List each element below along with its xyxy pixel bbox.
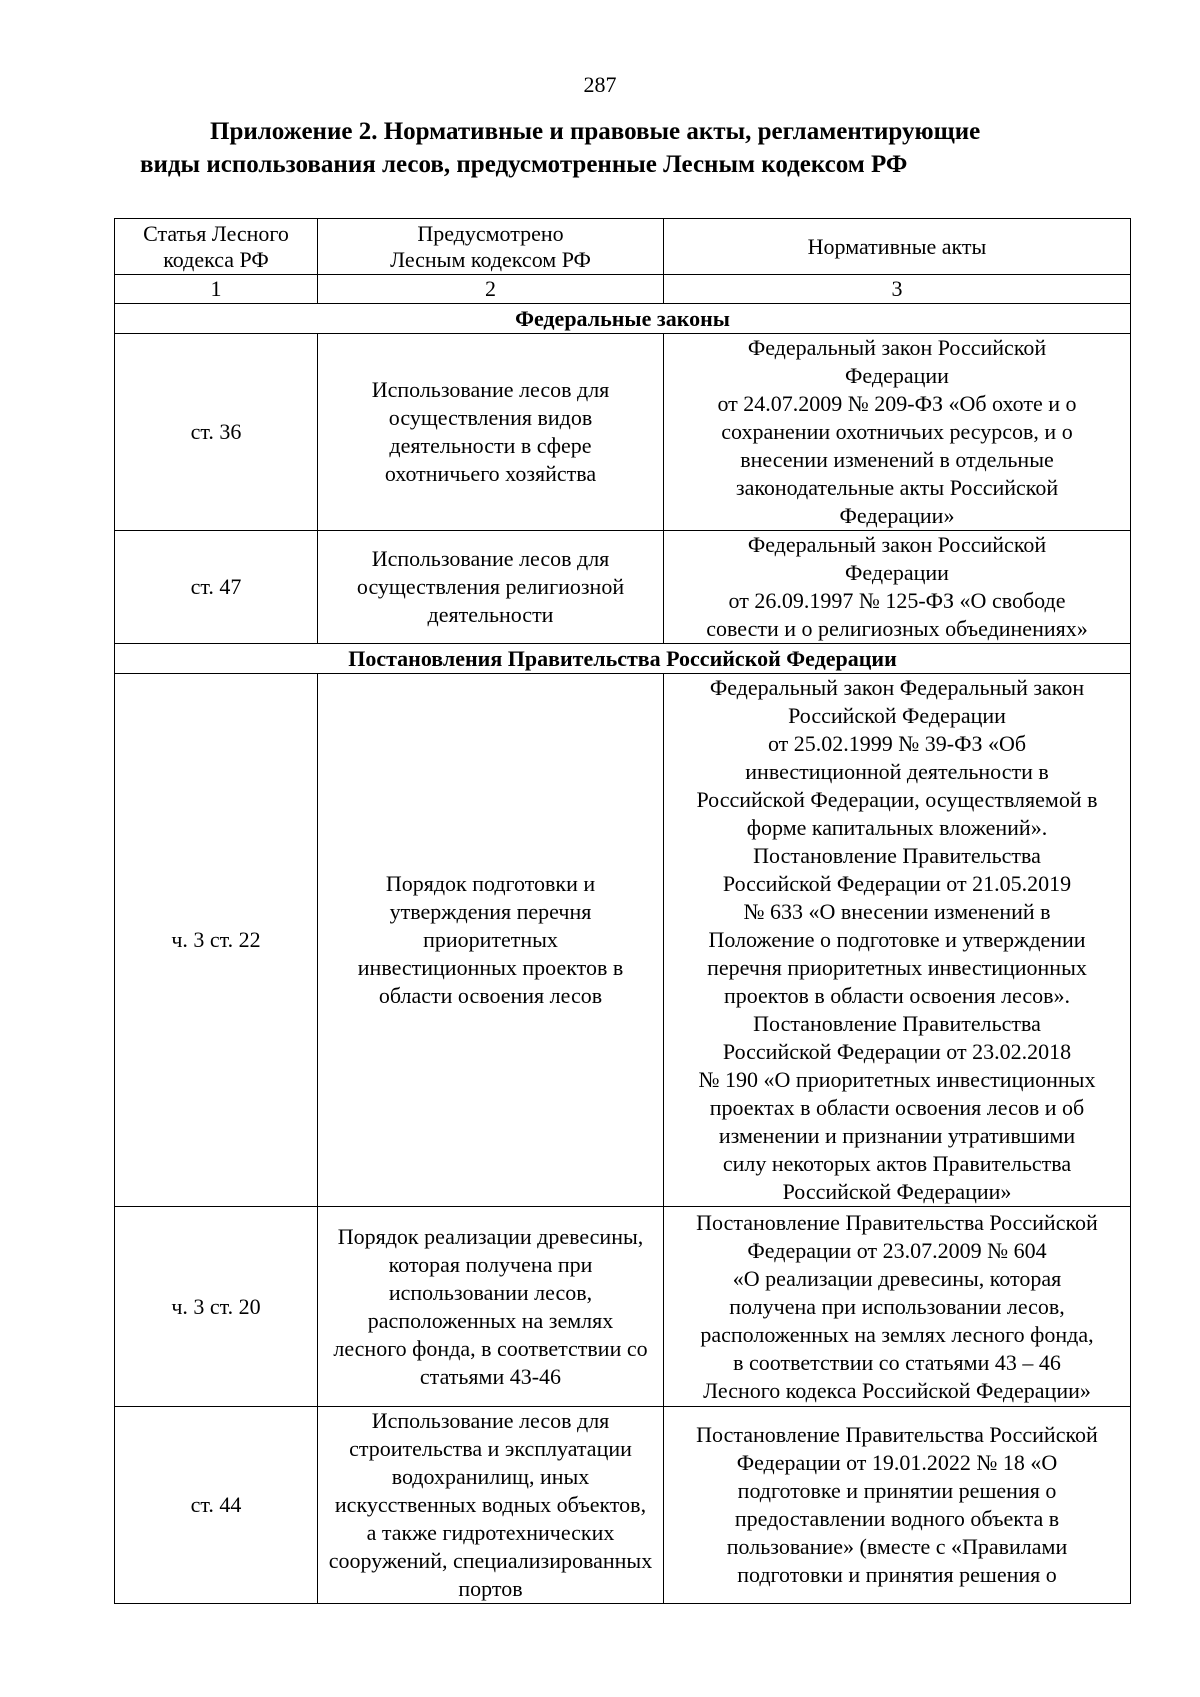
acts-cell: Постановление Правительства Российской Федерации от 19.01.2022 № 18 «О подготовке и принятии решения о предоставлении водного объекта в пользование» (вместе с «Правилами подготовки и принятия решения о [664,1407,1131,1604]
table-row [115,531,1131,644]
title-line-1: Приложение 2. Нормативные и правовые акты, регламентирующие [210,118,981,145]
section-row-government-decrees [115,644,1131,674]
column-number-row [115,275,1131,304]
table-row [115,1207,1131,1407]
column-number: 3 [664,275,1131,304]
header-acts: Нормативные акты [664,219,1131,275]
acts-cell: Федеральный закон Российской Федерации от 24.07.2009 № 209-ФЗ «Об охоте и о сохранении охотничьих ресурсов, и о внесении изменений в отдельные законодательные акты Российской Федерации» [664,334,1131,531]
column-number: 2 [318,275,664,304]
provision-cell: Использование лесов для строительства и эксплуатации водохранилищ, иных искусственных водных объектов, а также гидротехнических сооружений, специализированных портов [318,1407,664,1604]
article-cell: ст. 47 [115,531,318,644]
header-provision: Предусмотрено Лесным кодексом РФ [318,219,664,275]
acts-table [114,218,1131,1604]
page-title [140,115,1090,181]
acts-cell: Федеральный закон Федеральный закон Российской Федерации от 25.02.1999 № 39-ФЗ «Об инвестиционной деятельности в Российской Федерации, осуществляемой в форме капитальных вложений». Постановление Правительства Российской Федерации от 21.05.2019 № 633 «О внесении изменений в Положение о подготовке и утверждении перечня приоритетных инвестиционных проектов в области освоения лесов». Постановление Правительства Российской Федерации от 23.02.2018 № 190 «О приоритетных инвестиционных проектах в области освоения лесов и об изменении и признании утратившими силу некоторых актов Правительства Российской Федерации» [664,674,1131,1207]
section-row-federal-laws [115,304,1131,334]
page-number: 287 [583,72,617,97]
section-title: Федеральные законы [115,304,1131,334]
article-cell: ч. 3 ст. 20 [115,1207,318,1407]
title-line-2: виды использования лесов, предусмотренные Лесным кодексом РФ [140,151,908,178]
acts-cell: Федеральный закон Российской Федерации от 26.09.1997 № 125-ФЗ «О свободе совести и о религиозных объединениях» [664,531,1131,644]
section-title: Постановления Правительства Российской Федерации [115,644,1131,674]
column-number: 1 [115,275,318,304]
article-cell: ст. 36 [115,334,318,531]
provision-cell: Порядок подготовки и утверждения перечня приоритетных инвестиционных проектов в области освоения лесов [318,674,664,1207]
table-row [115,334,1131,531]
header-article: Статья Лесного кодекса РФ [115,219,318,275]
table-header-row [115,219,1131,275]
acts-cell: Постановление Правительства Российской Федерации от 23.07.2009 № 604 «О реализации древесины, которая получена при использовании лесов, расположенных на землях лесного фонда, в соответствии со статьями 43 – 46 Лесного кодекса Российской Федерации» [664,1207,1131,1407]
provision-cell: Использование лесов для осуществления видов деятельности в сфере охотничьего хозяйства [318,334,664,531]
provision-cell: Порядок реализации древесины, которая получена при использовании лесов, расположенных на землях лесного фонда, в соответствии со статьями 43-46 [318,1207,664,1407]
article-cell: ч. 3 ст. 22 [115,674,318,1207]
article-cell: ст. 44 [115,1407,318,1604]
provision-cell: Использование лесов для осуществления религиозной деятельности [318,531,664,644]
table-row [115,674,1131,1207]
table-row [115,1407,1131,1604]
